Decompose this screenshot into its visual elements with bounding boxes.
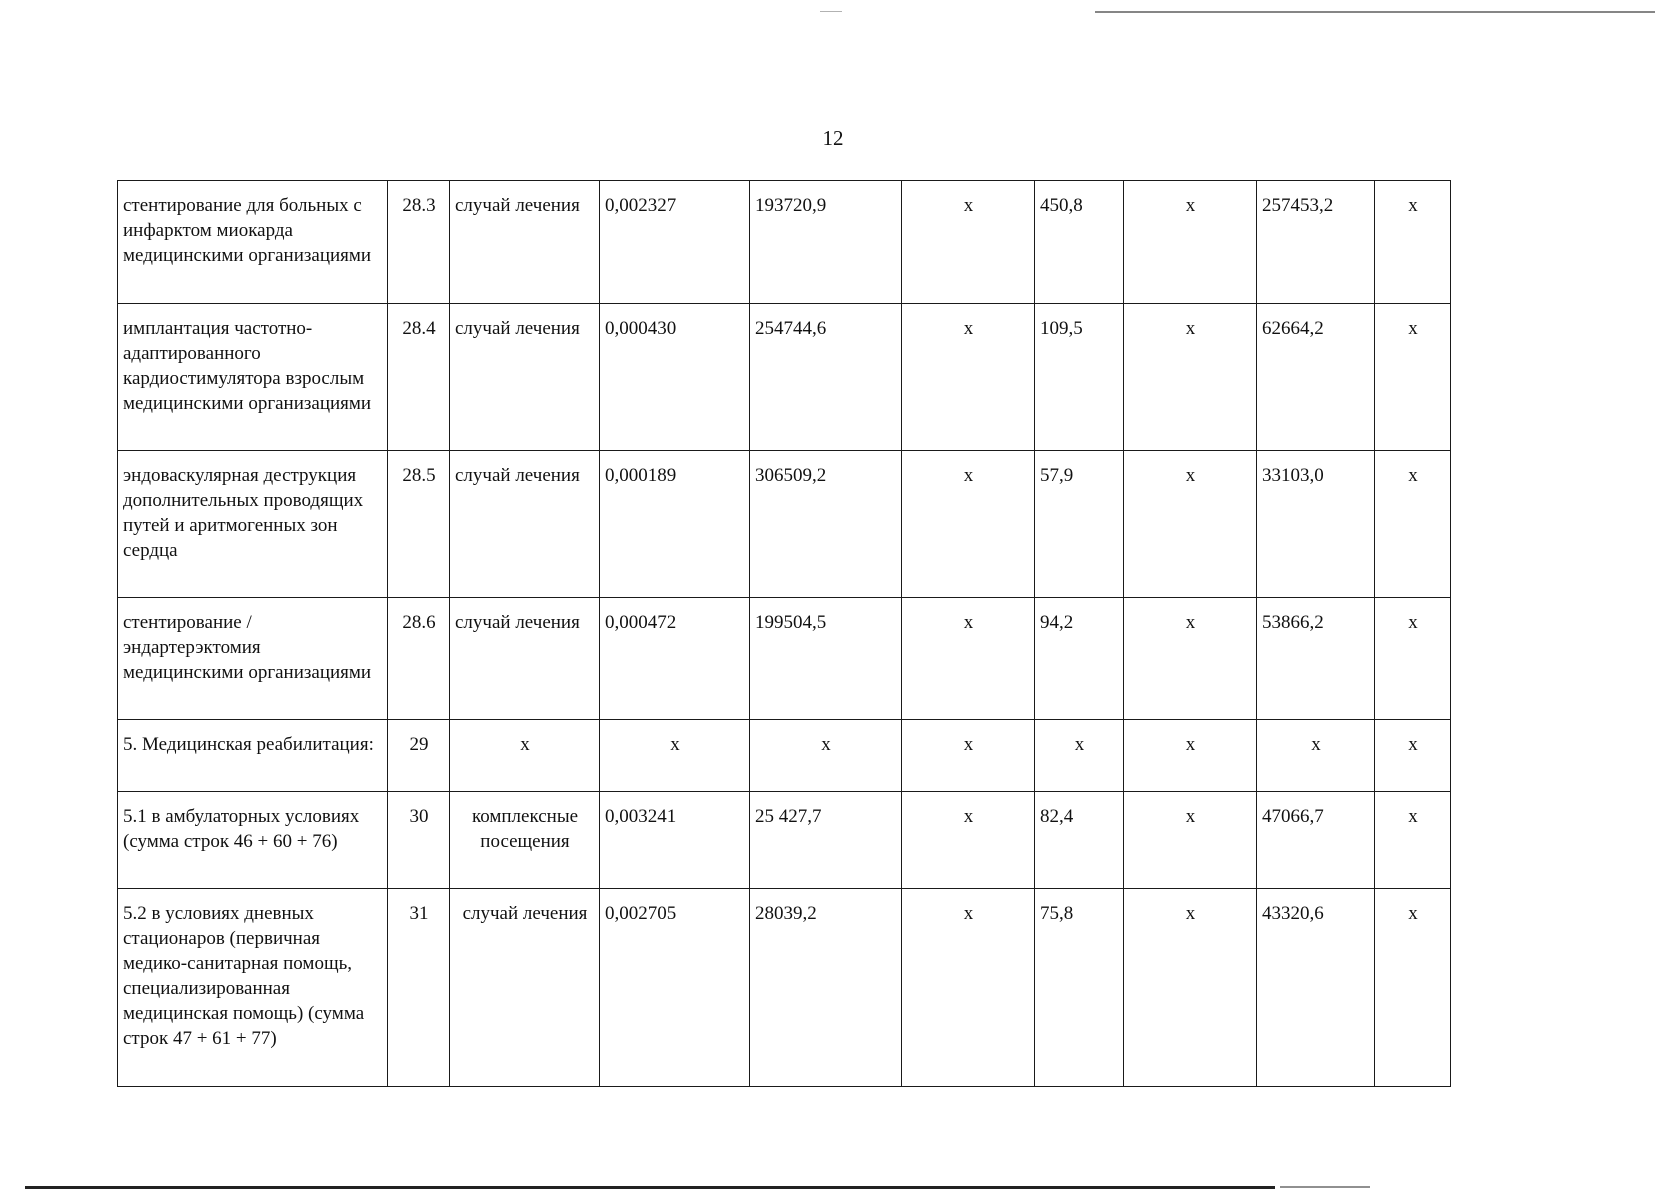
- cell-col-9: х: [1257, 720, 1375, 792]
- cell-unit: случай лечения: [450, 889, 600, 1087]
- cell-name: 5.1 в амбулаторных условиях (сумма строк 46 + 60 + 76): [118, 792, 388, 889]
- cell-volume-standard: 0,002705: [600, 889, 750, 1087]
- cell-col-7: 109,5: [1035, 304, 1124, 451]
- table-row: [118, 720, 1451, 792]
- cell-col-10: х: [1375, 451, 1451, 598]
- cell-col-10: х: [1375, 720, 1451, 792]
- cell-col-10: х: [1375, 598, 1451, 720]
- table-row: [118, 889, 1451, 1087]
- cell-line-number: 28.3: [388, 181, 450, 304]
- cell-col-8: х: [1124, 720, 1257, 792]
- cell-cost-standard: 28039,2: [750, 889, 902, 1087]
- table-row: [118, 181, 1451, 304]
- cell-col-10: х: [1375, 889, 1451, 1087]
- cell-unit: случай лечения: [450, 304, 600, 451]
- page-number: 12: [822, 126, 844, 150]
- data-table: [117, 180, 1451, 1087]
- cell-line-number: 29: [388, 720, 450, 792]
- cell-volume-standard: 0,000472: [600, 598, 750, 720]
- cell-volume-standard: 0,000430: [600, 304, 750, 451]
- cell-col-9: 47066,7: [1257, 792, 1375, 889]
- table-row: [118, 792, 1451, 889]
- cell-name: стентирование / эндартерэктомия медицинскими организациями: [118, 598, 388, 720]
- scan-artifact-top: [1095, 11, 1655, 13]
- cell-col-8: х: [1124, 792, 1257, 889]
- scan-artifact-bottom: [25, 1186, 1275, 1189]
- cell-cost-standard: 199504,5: [750, 598, 902, 720]
- cell-col-9: 33103,0: [1257, 451, 1375, 598]
- cell-col-6: х: [902, 304, 1035, 451]
- cell-line-number: 28.4: [388, 304, 450, 451]
- cell-line-number: 30: [388, 792, 450, 889]
- cell-col-9: 43320,6: [1257, 889, 1375, 1087]
- cell-cost-standard: 25 427,7: [750, 792, 902, 889]
- cell-col-9: 257453,2: [1257, 181, 1375, 304]
- table-row: [118, 304, 1451, 451]
- cell-volume-standard: 0,003241: [600, 792, 750, 889]
- cell-cost-standard: 254744,6: [750, 304, 902, 451]
- cell-unit: случай лечения: [450, 451, 600, 598]
- cell-line-number: 28.6: [388, 598, 450, 720]
- cell-col-8: х: [1124, 304, 1257, 451]
- cell-col-6: х: [902, 720, 1035, 792]
- cell-col-10: х: [1375, 792, 1451, 889]
- cell-col-6: х: [902, 792, 1035, 889]
- cell-col-7: 94,2: [1035, 598, 1124, 720]
- scan-artifact-top-left: [820, 11, 842, 12]
- cell-col-6: х: [902, 889, 1035, 1087]
- cell-col-10: х: [1375, 181, 1451, 304]
- cell-name: эндоваскулярная деструкция дополнительных проводящих путей и аритмогенных зон сердца: [118, 451, 388, 598]
- table-row: [118, 598, 1451, 720]
- cell-col-8: х: [1124, 181, 1257, 304]
- cell-col-8: х: [1124, 598, 1257, 720]
- cell-col-6: х: [902, 451, 1035, 598]
- cell-cost-standard: х: [750, 720, 902, 792]
- cell-unit: случай лечения: [450, 181, 600, 304]
- cell-col-7: 75,8: [1035, 889, 1124, 1087]
- cell-cost-standard: 306509,2: [750, 451, 902, 598]
- cell-col-7: х: [1035, 720, 1124, 792]
- cell-name: имплантация частотно-адаптированного кардиостимулятора взрослым медицинскими организациями: [118, 304, 388, 451]
- cell-volume-standard: 0,000189: [600, 451, 750, 598]
- cell-unit: случай лечения: [450, 598, 600, 720]
- cell-col-7: 82,4: [1035, 792, 1124, 889]
- cell-col-9: 62664,2: [1257, 304, 1375, 451]
- cell-cost-standard: 193720,9: [750, 181, 902, 304]
- cell-volume-standard: х: [600, 720, 750, 792]
- cell-col-8: х: [1124, 889, 1257, 1087]
- cell-col-7: 57,9: [1035, 451, 1124, 598]
- cell-col-6: х: [902, 598, 1035, 720]
- cell-name: 5.2 в условиях дневных стационаров (первичная медико-санитарная помощь, специализированная медицинская помощь) (сумма строк 47 + 61 + 77): [118, 889, 388, 1087]
- cell-col-9: 53866,2: [1257, 598, 1375, 720]
- cell-col-6: х: [902, 181, 1035, 304]
- cell-unit: х: [450, 720, 600, 792]
- cell-name: стентирование для больных с инфарктом миокарда медицинскими организациями: [118, 181, 388, 304]
- cell-col-7: 450,8: [1035, 181, 1124, 304]
- table-row: [118, 451, 1451, 598]
- cell-col-10: х: [1375, 304, 1451, 451]
- cell-line-number: 28.5: [388, 451, 450, 598]
- cell-line-number: 31: [388, 889, 450, 1087]
- cell-name: 5. Медицинская реабилитация:: [118, 720, 388, 792]
- scan-artifact-bottom-tail: [1280, 1186, 1370, 1188]
- cell-volume-standard: 0,002327: [600, 181, 750, 304]
- cell-col-8: х: [1124, 451, 1257, 598]
- cell-unit: комплексные посещения: [450, 792, 600, 889]
